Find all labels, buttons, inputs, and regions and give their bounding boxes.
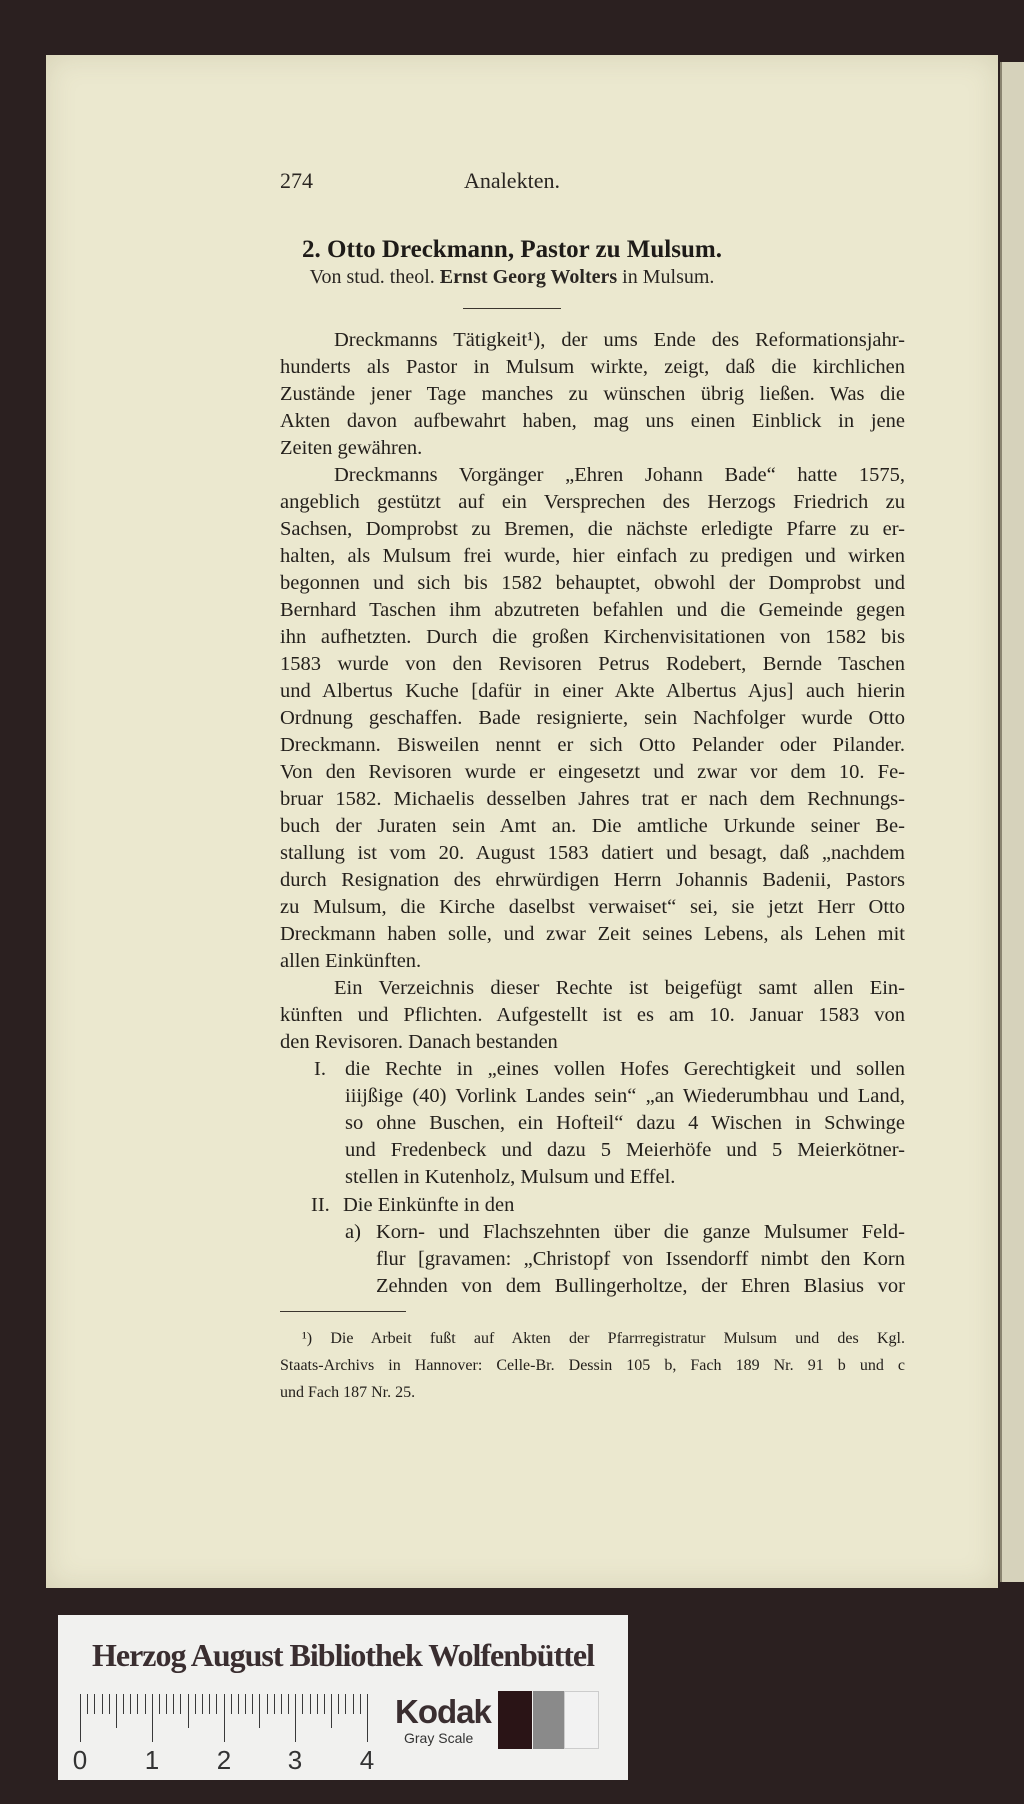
ruler-tick — [137, 1694, 138, 1714]
ruler-tick — [267, 1694, 268, 1714]
ruler-tick — [159, 1694, 160, 1714]
ruler-tick — [245, 1694, 246, 1714]
list-item-ii — [280, 1192, 905, 1219]
ruler-number: 3 — [287, 1745, 303, 1775]
ruler-tick — [259, 1694, 260, 1728]
text-line: die Rechte in „eines vollen Hofes Gerechtigkeit und sollen — [345, 1058, 905, 1081]
title-divider — [463, 308, 561, 309]
article-title: 2. Otto Dreckmann, Pastor zu Mulsum. — [302, 236, 722, 263]
text-line: flur [gravamen: „Christopf von Issendorff nimbt den Korn — [376, 1247, 905, 1270]
text-line: ihn aufhetzten. Durch die großen Kirchenvisitationen von 1582 bis — [280, 626, 905, 649]
text-line: bruar 1582. Michaelis desselben Jahres trat er nach dem Rechnungs- — [280, 788, 905, 811]
ruler-tick — [166, 1694, 167, 1714]
body-text — [280, 327, 905, 1300]
ruler-tick — [252, 1694, 253, 1714]
list-marker: I. — [314, 1058, 326, 1081]
text-line: so ohne Buschen, ein Hofteil“ dazu 4 Wischen in Schwinge — [345, 1112, 905, 1135]
ruler-tick — [238, 1694, 239, 1714]
ruler-tick — [224, 1694, 225, 1742]
ruler-tick — [216, 1694, 217, 1714]
text-line: und Albertus Kuche [dafür in einer Akte Albertus Ajus] auch hierin — [280, 680, 905, 703]
text-line: Zehnden von dem Bullingerholtze, der Ehren Blasius vor — [376, 1274, 905, 1297]
swatch-white — [564, 1691, 599, 1749]
archive-label-card — [58, 1615, 628, 1780]
next-page-edge — [1000, 62, 1024, 1582]
gray-scale-label: Gray Scale — [404, 1730, 474, 1746]
text-line: buch der Juraten sein Amt an. Die amtliche Urkunde seiner Be- — [280, 815, 905, 838]
footnote-line: und Fach 187 Nr. 25. — [280, 1384, 416, 1402]
ruler-tick — [367, 1694, 368, 1742]
text-line: Dreckmanns Tätigkeit¹), der ums Ende des Reformationsjahr- — [334, 329, 905, 351]
ruler-tick — [173, 1694, 174, 1714]
swatch-black — [498, 1691, 532, 1749]
footnote — [280, 1326, 905, 1407]
ruler-tick — [281, 1694, 282, 1714]
ruler-tick — [345, 1694, 346, 1714]
ruler-tick — [102, 1694, 103, 1714]
text-line: Dreckmann haben solle, und zwar Zeit seines Lebens, als Lehen mit — [280, 923, 905, 946]
text-line: iiijßige (40) Vorlink Landes sein“ „an Wiederumbhau und Land, — [345, 1085, 905, 1108]
text-line: Die Einkünfte in den — [343, 1193, 515, 1216]
swatch-gray — [533, 1691, 564, 1749]
ruler-tick — [324, 1694, 325, 1714]
text-line: den Revisoren. Danach bestanden — [280, 1031, 558, 1054]
library-name: Herzog August Bibliothek Wolfenbüttel — [91, 1637, 594, 1673]
text-line: Korn- und Flachszehnten über die ganze Mulsumer Feld- — [376, 1220, 905, 1243]
text-line: stallung ist vom 20. August 1583 datiert und besagt, daß „nachdem — [280, 842, 905, 865]
text-line: zu Mulsum, die Kirche daselbst verwaiset“ sei, sie jetzt Herr Otto — [280, 896, 905, 919]
ruler-tick — [360, 1694, 361, 1714]
ruler-number: 0 — [72, 1745, 88, 1775]
kodak-logo: Kodak — [395, 1693, 491, 1730]
text-line: Dreckmann. Bisweilen nennt er sich Otto Pelander oder Pilander. — [280, 734, 905, 757]
ruler-tick — [116, 1694, 117, 1728]
byline-suffix: in Mulsum. — [622, 266, 715, 288]
ruler-tick — [317, 1694, 318, 1714]
ruler-tick — [123, 1694, 124, 1714]
ruler-tick — [94, 1694, 95, 1714]
text-line: künften und Pflichten. Aufgestellt ist es am 10. Januar 1583 von — [280, 1004, 905, 1027]
ruler-tick — [231, 1694, 232, 1714]
ruler-tick — [188, 1694, 189, 1728]
ruler-tick — [295, 1694, 296, 1742]
footnote-divider — [280, 1311, 406, 1312]
text-line: Akten davon aufbewahrt haben, mag uns einen Einblick in jene — [280, 410, 905, 433]
author-name: Ernst Georg Wolters — [439, 266, 618, 288]
running-title: Analekten. — [464, 168, 560, 193]
ruler-tick — [152, 1694, 153, 1742]
byline — [0, 266, 1024, 289]
page-number: 274 — [280, 168, 313, 193]
footnote-line: ¹) Die Arbeit fußt auf Akten der Pfarrregistratur Mulsum und des Kgl. — [302, 1330, 905, 1347]
text-line: Ordnung geschaffen. Bade resignierte, sein Nachfolger wurde Otto — [280, 707, 905, 730]
text-line: durch Resignation des ehrwürdigen Herrn Johannis Badenii, Pastors — [280, 869, 905, 892]
text-line: allen Einkünften. — [280, 950, 422, 973]
list-item-a — [280, 1219, 905, 1246]
text-line: Sachsen, Domprobst zu Bremen, die nächste erledigte Pfarre zu er- — [280, 518, 905, 541]
ruler-tick — [145, 1694, 146, 1714]
footnote-line: Staats-Archivs in Hannover: Celle-Br. Dessin 105 b, Fach 189 Nr. 91 b und c — [280, 1357, 905, 1375]
text-line: Ein Verzeichnis dieser Rechte ist beigefügt samt allen Ein- — [334, 977, 905, 1000]
text-line: Von den Revisoren wurde er eingesetzt und zwar vor dem 10. Fe- — [280, 761, 905, 784]
text-line: Dreckmanns Vorgänger „Ehren Johann Bade“ hatte 1575, — [334, 464, 905, 487]
ruler-number: 1 — [144, 1745, 160, 1775]
ruler-tick — [288, 1694, 289, 1714]
ruler-tick — [331, 1694, 332, 1728]
list-marker: a) — [345, 1220, 361, 1243]
list-item-i — [280, 1056, 905, 1083]
text-line: halten, als Mulsum frei wurde, hier einfach zu predigen und wirken — [280, 545, 905, 568]
ruler-tick — [180, 1694, 181, 1714]
text-line: und Fredenbeck und dazu 5 Meierhöfe und 5 Meierkötner- — [345, 1139, 905, 1162]
ruler-tick — [195, 1694, 196, 1714]
text-line: angeblich gestützt auf ein Versprechen des Herzogs Friedrich zu — [280, 491, 905, 514]
ruler-tick — [338, 1694, 339, 1714]
text-line: Zeiten gewähren. — [280, 437, 423, 460]
text-line: hunderts als Pastor in Mulsum wirkte, zeigt, daß die kirchlichen — [280, 356, 905, 379]
ruler-tick — [302, 1694, 303, 1714]
ruler-tick — [130, 1694, 131, 1714]
ruler-number: 4 — [359, 1745, 375, 1775]
ruler-tick — [109, 1694, 110, 1714]
ruler-tick — [209, 1694, 210, 1714]
text-line: 1583 wurde von den Revisoren Petrus Rodebert, Bernde Taschen — [280, 653, 905, 676]
text-line: Zustände jener Tage manches zu wünschen übrig ließen. Was die — [280, 383, 905, 406]
ruler-tick — [87, 1694, 88, 1714]
text-line: Bernhard Taschen ihm abzutreten befahlen und die Gemeinde gegen — [280, 599, 905, 622]
list-marker: II. — [311, 1193, 330, 1216]
text-line: begonnen und sich bis 1582 behauptet, obwohl der Domprobst und — [280, 572, 905, 595]
ruler-tick — [274, 1694, 275, 1714]
ruler-number: 2 — [216, 1745, 232, 1775]
byline-prefix: Von stud. theol. — [309, 266, 435, 288]
ruler-tick — [202, 1694, 203, 1714]
ruler-tick — [353, 1694, 354, 1714]
ruler-tick — [80, 1694, 81, 1742]
text-line: stellen in Kutenholz, Mulsum und Effel. — [345, 1166, 676, 1189]
ruler-tick — [310, 1694, 311, 1714]
